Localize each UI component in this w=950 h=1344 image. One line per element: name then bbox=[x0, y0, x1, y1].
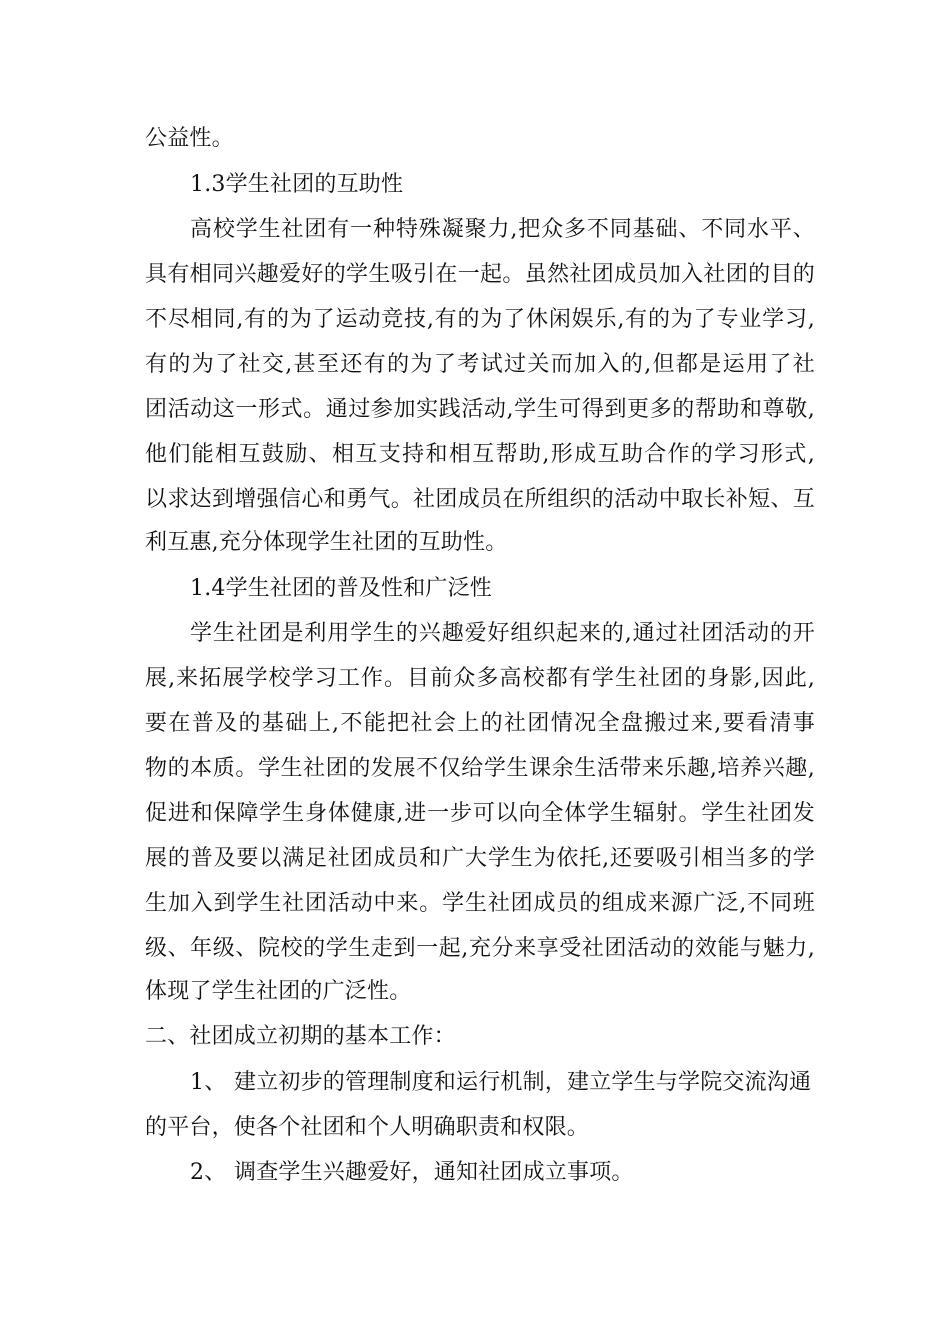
paragraph-line: 团活动这一形式。通过参加实践活动,学生可得到更多的帮助和尊敬, bbox=[145, 397, 815, 422]
paragraph-line: 有的为了社交,甚至还有的为了考试过关而加入的,但都是运用了社 bbox=[145, 352, 815, 377]
paragraph-line: 以求达到增强信心和勇气。社团成员在所组织的活动中取长补短、互 bbox=[145, 487, 815, 512]
paragraph-line: 学生社团是利用学生的兴趣爱好组织起来的,通过社团活动的开 bbox=[190, 621, 815, 646]
paragraph-line: 公益性。 bbox=[145, 126, 234, 151]
paragraph-line: 具有相同兴趣爱好的学生吸引在一起。虽然社团成员加入社团的目的 bbox=[145, 262, 815, 287]
list-item-text: 建立初步的管理制度和运行机制，建立学生与学院交流沟通 bbox=[234, 1070, 812, 1095]
paragraph-line: 高校学生社团有一种特殊凝聚力,把众多不同基础、不同水平、 bbox=[190, 217, 815, 242]
list-item-text: 调查学生兴趣爱好，通知社团成立事项。 bbox=[234, 1160, 634, 1185]
list-item-1 bbox=[190, 1068, 815, 1098]
paragraph-line: 促进和保障学生身体健康,进一步可以向全体学生辐射。学生社团发 bbox=[145, 801, 815, 826]
paragraph-line: 的平台，使各个社团和个人明确职责和权限。 bbox=[145, 1115, 590, 1140]
list-item-2 bbox=[190, 1158, 815, 1188]
paragraph-line: 利互惠,充分体现学生社团的互助性。 bbox=[145, 530, 508, 555]
section-heading-1-4: 1.4学生社团的普及性和广泛性 bbox=[190, 576, 492, 601]
paragraph-line: 要在普及的基础上,不能把社会上的社团情况全盘搬过来,要看清事 bbox=[145, 711, 815, 736]
list-number: 2、 bbox=[190, 1160, 227, 1185]
paragraph-line: 体现了学生社团的广泛性。 bbox=[145, 979, 412, 1004]
paragraph-line: 他们能相互鼓励、相互支持和相互帮助,形成互助合作的学习形式, bbox=[145, 442, 815, 467]
paragraph-line: 不尽相同,有的为了运动竞技,有的为了休闲娱乐,有的为了专业学习, bbox=[145, 307, 815, 332]
paragraph-line: 物的本质。学生社团的发展不仅给学生课余生活带来乐趣,培养兴趣, bbox=[145, 756, 815, 781]
list-number: 1、 bbox=[190, 1070, 227, 1095]
paragraph-line: 生加入到学生社团活动中来。学生社团成员的组成来源广泛,不同班 bbox=[145, 891, 815, 916]
section-heading-1-3: 1.3学生社团的互助性 bbox=[190, 172, 404, 197]
paragraph-line: 展的普及要以满足社团成员和广大学生为依托,还要吸引相当多的学 bbox=[145, 846, 815, 871]
paragraph-line: 展,来拓展学校学习工作。目前众多高校都有学生社团的身影,因此, bbox=[145, 666, 815, 691]
paragraph-line: 级、年级、院校的学生走到一起,充分来享受社团活动的效能与魅力, bbox=[145, 936, 815, 961]
section-heading-2: 二、社团成立初期的基本工作： bbox=[145, 1024, 456, 1049]
